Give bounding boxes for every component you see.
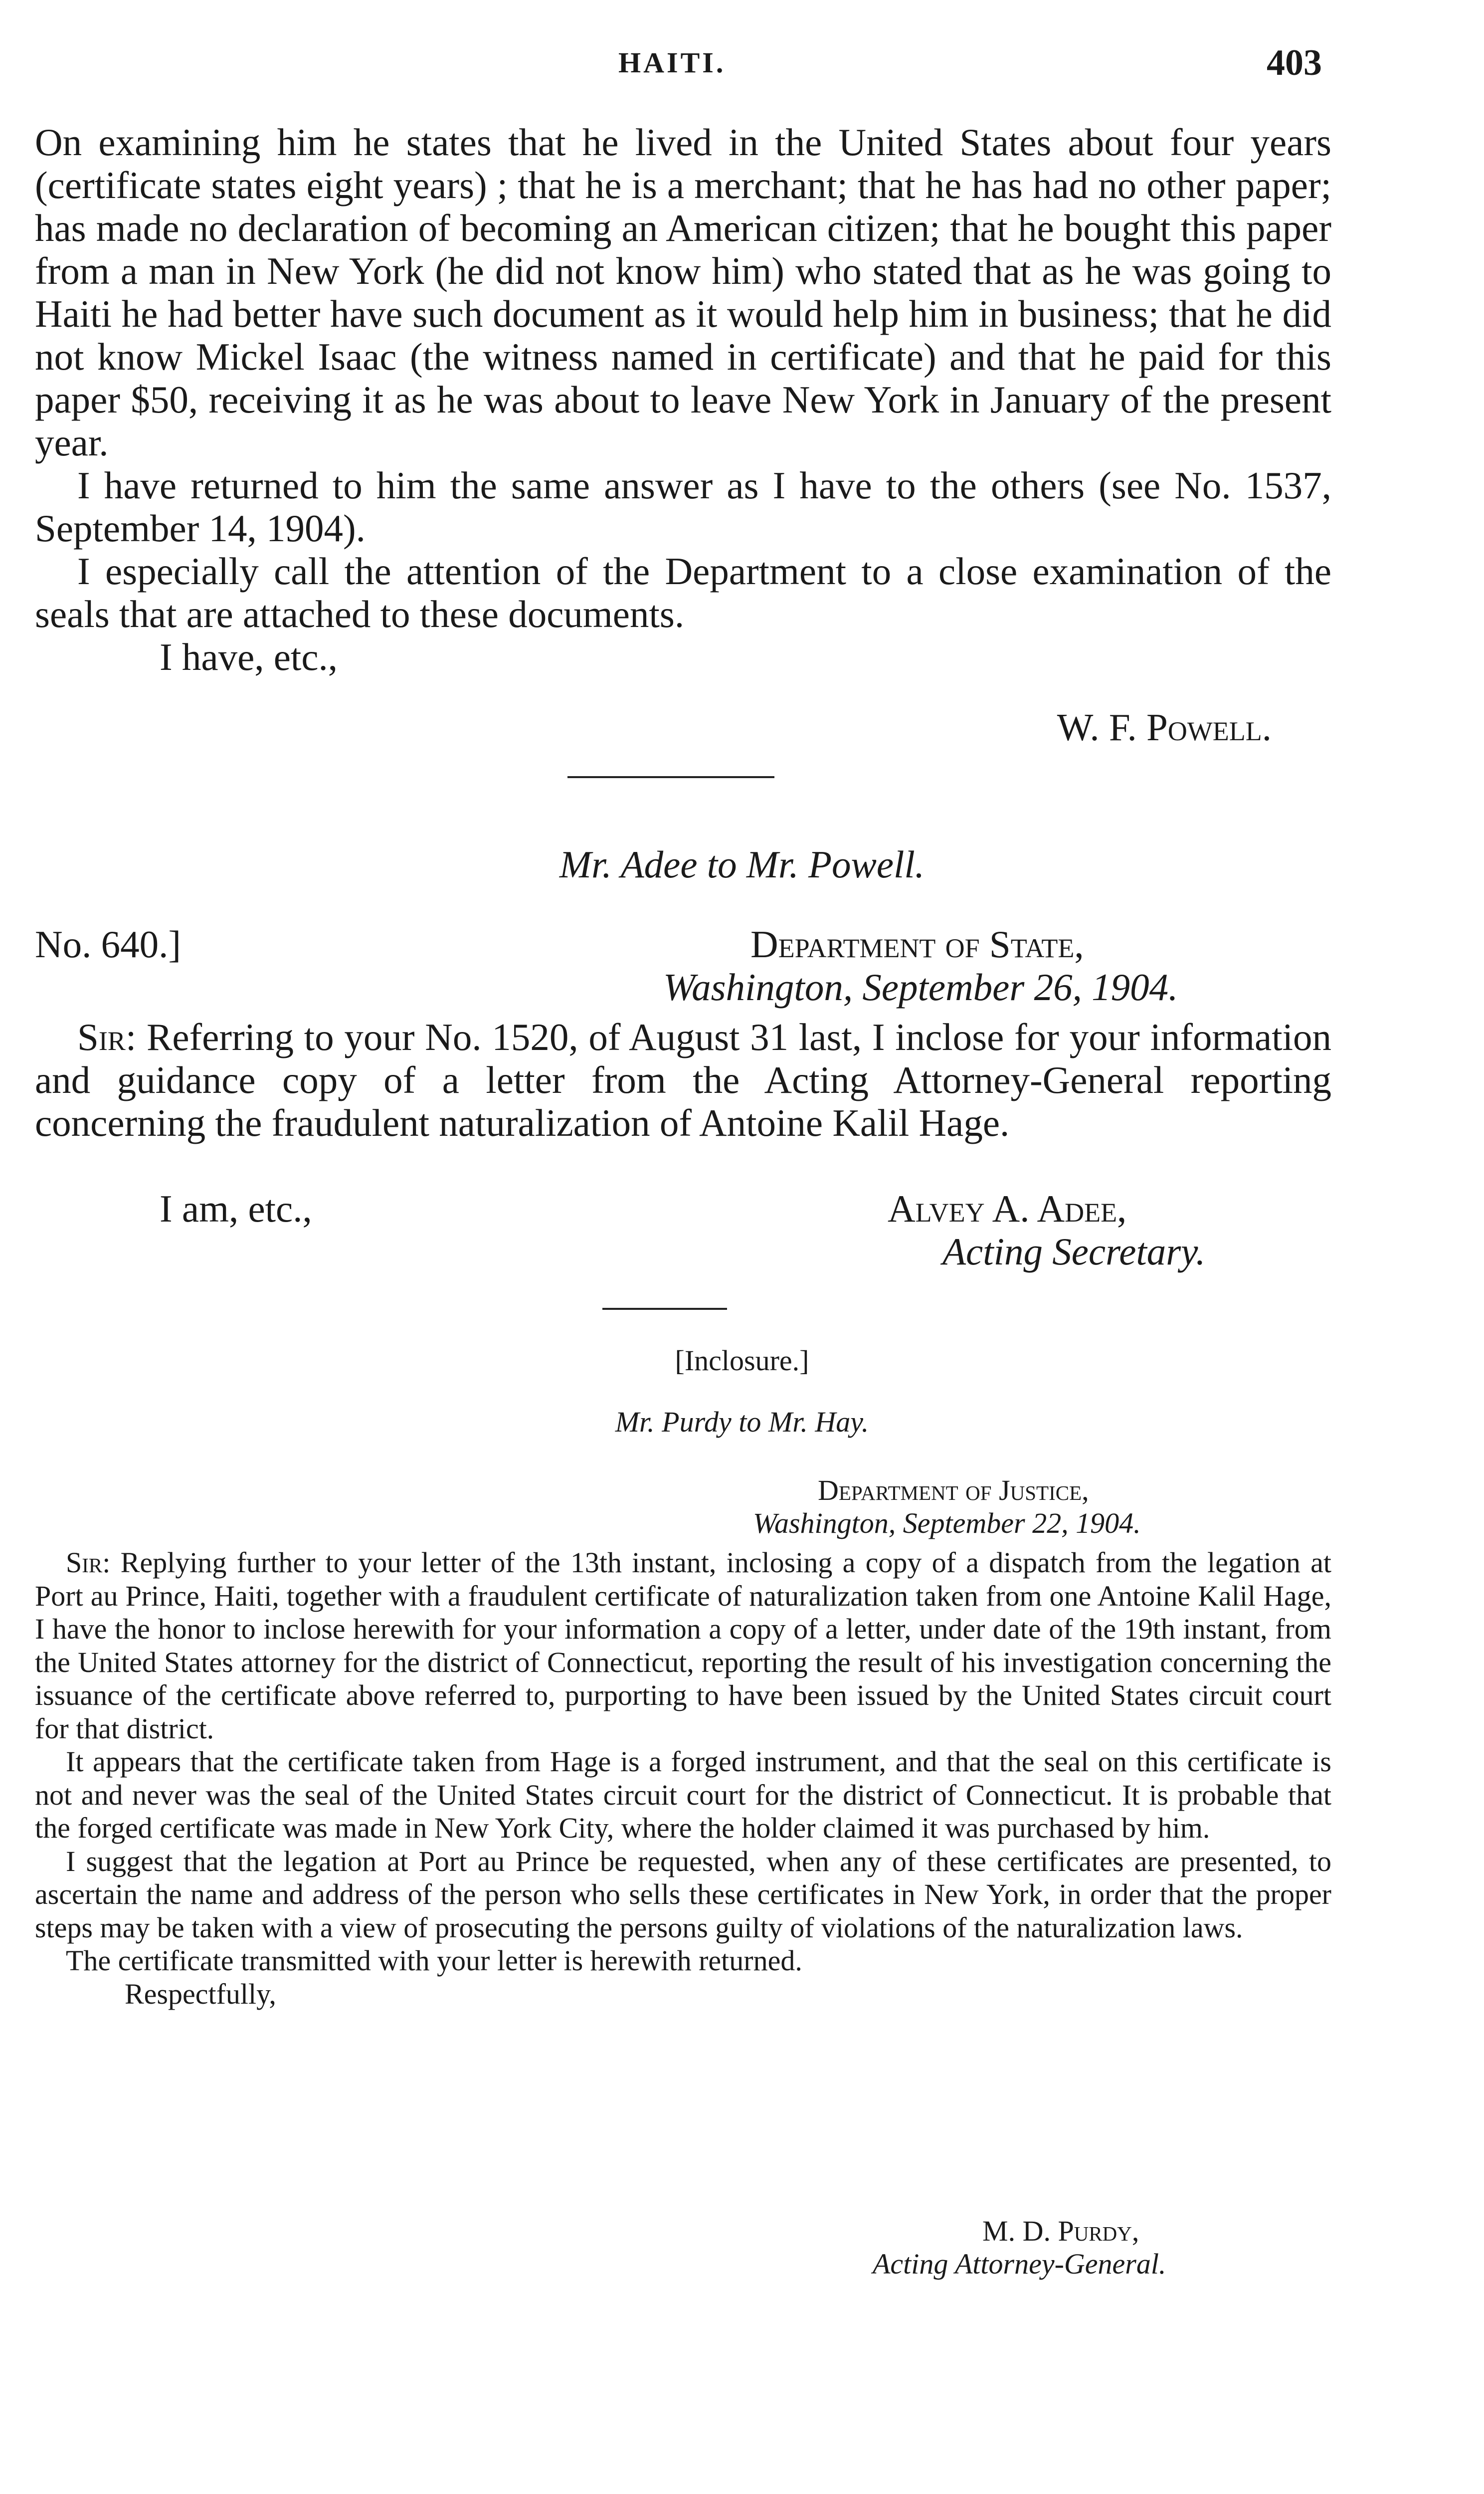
divider [567,776,774,778]
inclosure-label: [Inclosure.] [675,1344,809,1377]
place-date: Washington, September 22, 1904. [753,1507,1141,1539]
letter-body [35,1546,1331,2011]
salutation: Sir [66,1546,103,1579]
salutation: Sir [77,1016,126,1058]
body-paragraph: : Referring to your No. 1520, of August 31 last, I inclose for your information and guidance copy of a letter from the Acting Attorney-General reporting concerning the fraudulent naturalization of Antoine Kalil Hage. [35,1016,1331,1144]
department-name: Department of Justice, [818,1474,1089,1506]
running-head [0,42,1484,91]
signature: M. D. Purdy, [982,2215,1139,2247]
previous-dispatch-text [35,121,1331,678]
place-date: Washington, September 26, 1904. [663,966,1178,1009]
closing: I have, etc., [160,635,338,678]
signatory-title: Acting Attorney-General. [873,2248,1166,2280]
running-head-title: HAITI. [618,46,726,79]
body-paragraph: On examining him he states that he lived in the United States about four years (certificate states eight years) ; that he is a merchant; that he has had no other paper; has made no declaration of becoming an American citizen; that he bought this paper from a man in New York (he did not know him) who stated that as he was going to Haiti he had better have such document as it would help him in business; that he did not know Mickel Isaac (the witness named in certificate) and that he paid for this paper $50, receiving it as he was about to leave New York in January of the present year. [35,121,1331,464]
signatory-title: Acting Secretary. [942,1230,1206,1273]
dispatch-number: No. 640.] [35,923,181,966]
closing: Respectfully, [125,1977,276,2010]
page-number: 403 [1267,42,1322,83]
body-paragraph: : Replying further to your letter of the 13th instant, inclosing a copy of a dispatch from the legation at Port au Prince, Haiti, together with a fraudulent certificate of naturalization taken from one Antoine Kalil Hage, I have the honor to inclose herewith for your information a copy of a letter, under date of the 19th instant, from the United States attorney for the district of Connecticut, reporting the result of his investigation concerning the issuance of the certificate above referred to, purporting to have been issued by the United States circuit court for that district. [35,1546,1331,1745]
signature: W. F. Powell. [1057,706,1272,749]
department-name: Department of State, [750,923,1084,966]
letter-heading: Mr. Purdy to Mr. Hay. [615,1406,869,1438]
body-paragraph: I have returned to him the same answer as I have to the others (see No. 1537, September 14, 1904). [35,464,1331,550]
body-paragraph: The certificate transmitted with your letter is herewith returned. [66,1944,802,1977]
letter-body [35,1016,1331,1144]
signature: Alvey A. Adee, [888,1187,1127,1230]
body-paragraph: It appears that the certificate taken from Hage is a forged instrument, and that the seal on this certificate is not and never was the seal of the United States circuit court for the district of Connecticut. It is probable that the forged certificate was made in New York City, where the holder claimed it was purchased by him. [35,1745,1331,1844]
body-paragraph: I suggest that the legation at Port au Prince be requested, when any of these certificates are presented, to ascertain the name and address of the person who sells these certificates in New York, in order that the proper steps may be taken with a view of prosecuting the persons guilty of violations of the naturalization laws. [35,1845,1331,1944]
letter-heading: Mr. Adee to Mr. Powell. [559,843,925,886]
closing: I am, etc., [160,1187,312,1230]
body-paragraph: I especially call the attention of the Department to a close examination of the seals that are attached to these documents. [35,550,1331,635]
divider [602,1308,727,1310]
